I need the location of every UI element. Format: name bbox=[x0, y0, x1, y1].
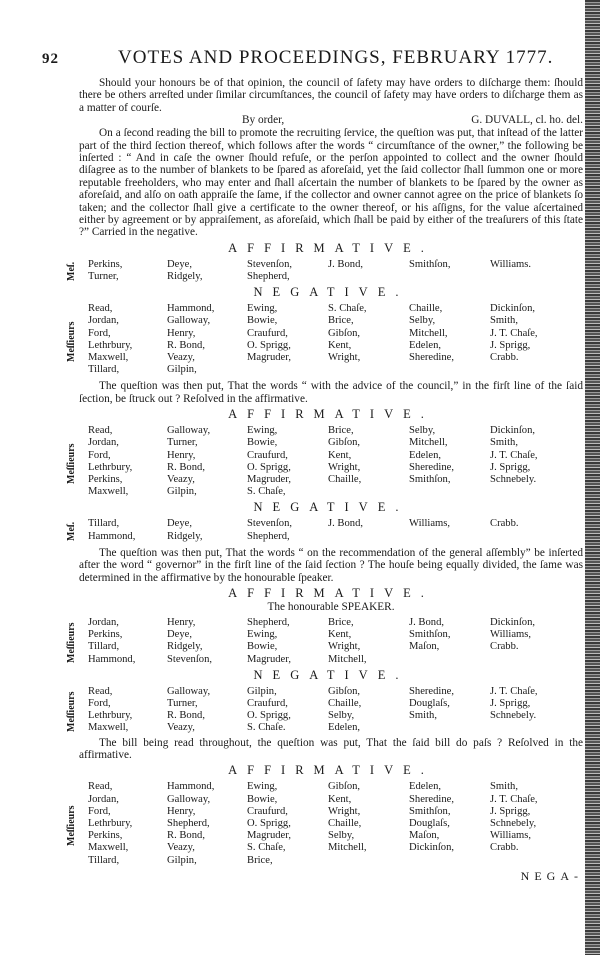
member-name: Smith, bbox=[490, 781, 518, 793]
vote-column bbox=[328, 686, 361, 735]
member-name: Craufurd, bbox=[247, 698, 288, 710]
member-name: Gibſon, bbox=[328, 437, 361, 449]
member-name: Mitchell, bbox=[328, 842, 367, 854]
member-name: Deye, bbox=[167, 518, 192, 530]
byline bbox=[79, 114, 583, 127]
member-name: Ford, bbox=[88, 698, 111, 710]
vote-heading-affirmative: AFFIRMATIVE. bbox=[228, 240, 434, 255]
member-name: Magruder, bbox=[247, 352, 291, 364]
vote-column bbox=[409, 303, 454, 364]
vote-column bbox=[490, 518, 519, 530]
member-name: Perkins, bbox=[88, 629, 123, 641]
by-order: By order, bbox=[242, 114, 285, 127]
member-name: J. Sprigg, bbox=[490, 698, 531, 710]
scan-binding-edge bbox=[585, 0, 600, 955]
member-name: Henry, bbox=[167, 449, 196, 461]
paragraph-1: Should your honours be of that opinion, the council of ſafety may have orders to diſcharge them: ſhould there be others arreſted under ſimilar circumſtances, the council of ſafety may have orders to diſcharge them as a matter of courſe. bbox=[79, 77, 583, 114]
vote-column bbox=[88, 259, 122, 283]
vote-column bbox=[490, 425, 538, 486]
vote-column bbox=[247, 617, 291, 666]
member-name: Chaille, bbox=[328, 818, 362, 830]
vote-column bbox=[490, 686, 538, 723]
member-name: Shepherd, bbox=[167, 818, 210, 830]
messieurs-label: Meſ. bbox=[66, 521, 77, 541]
vote-column bbox=[167, 259, 203, 283]
member-name: J. Sprigg, bbox=[490, 805, 531, 817]
member-name: Smith, bbox=[409, 710, 437, 722]
vote-column bbox=[490, 617, 535, 654]
member-name: Selby, bbox=[409, 315, 436, 327]
member-name: Stevenſon, bbox=[247, 518, 293, 530]
member-name: O. Sprigg, bbox=[247, 818, 291, 830]
member-name: Magruder, bbox=[247, 830, 291, 842]
member-name: Ewing, bbox=[247, 781, 278, 793]
member-name: Gilpin, bbox=[247, 685, 277, 697]
member-name: Gibſon, bbox=[328, 685, 361, 697]
member-name: J. Sprigg, bbox=[490, 461, 531, 473]
member-name: Hammond, bbox=[167, 781, 215, 793]
member-name: Tillard, bbox=[88, 364, 120, 376]
member-name: O. Sprigg, bbox=[247, 339, 291, 351]
vote-block bbox=[66, 667, 583, 735]
member-name: Maſon, bbox=[409, 830, 440, 842]
member-name: Veazy, bbox=[167, 474, 195, 486]
member-name: Mitchell, bbox=[328, 653, 367, 665]
member-name: Bowie, bbox=[247, 793, 278, 805]
member-name: Henry, bbox=[167, 617, 196, 629]
vote-column bbox=[409, 518, 450, 530]
member-name: Shepherd, bbox=[247, 530, 290, 542]
vote-column bbox=[88, 617, 135, 666]
member-name: Galloway, bbox=[167, 793, 211, 805]
member-name: Kent, bbox=[328, 449, 352, 461]
member-name: Jordan, bbox=[88, 793, 119, 805]
paragraph-4: The queſtion was then put, That the words “ on the recommendation of the general aſſembly” be inſerted after the word “ governor” in the firſt line of the ſaid ſection ? The houſe being equally divided, the ſame was determined in the affirmative by the honourable ſpeaker. bbox=[79, 546, 583, 584]
vote-column bbox=[409, 781, 454, 854]
member-name: Selby, bbox=[328, 830, 355, 842]
member-name: Wright, bbox=[328, 805, 361, 817]
member-name: S. Chaſe, bbox=[247, 486, 286, 498]
member-name: Selby, bbox=[409, 425, 436, 437]
member-name: J. Sprigg, bbox=[490, 339, 531, 351]
member-name: Read, bbox=[88, 303, 113, 315]
member-name: Smith, bbox=[490, 437, 518, 449]
member-name: Gibſon, bbox=[328, 781, 361, 793]
member-name: Jordan, bbox=[88, 617, 119, 629]
member-name: Veazy, bbox=[167, 842, 195, 854]
member-name: Magruder, bbox=[247, 653, 291, 665]
member-name: Mitchell, bbox=[409, 327, 448, 339]
member-name: Smithſon, bbox=[409, 258, 451, 270]
member-name: R. Bond, bbox=[167, 830, 205, 842]
member-name: Craufurd, bbox=[247, 327, 288, 339]
vote-column bbox=[247, 781, 291, 866]
vote-column bbox=[88, 781, 132, 866]
member-name: R. Bond, bbox=[167, 461, 205, 473]
member-name: J. T. Chaſe, bbox=[490, 327, 538, 339]
member-name: Brice, bbox=[328, 617, 354, 629]
member-name: Tillard, bbox=[88, 518, 120, 530]
member-name: Smithſon, bbox=[409, 629, 451, 641]
vote-heading-affirmative: AFFIRMATIVE. bbox=[228, 407, 434, 422]
vote-column bbox=[328, 617, 367, 666]
vote-block bbox=[66, 285, 583, 376]
vote-block bbox=[66, 500, 583, 542]
member-name: Edelen, bbox=[409, 339, 442, 351]
member-name: Veazy, bbox=[167, 722, 195, 734]
vote-column bbox=[88, 518, 135, 542]
vote-list bbox=[66, 303, 583, 376]
vote-column bbox=[167, 518, 203, 542]
member-name: Brice, bbox=[328, 315, 354, 327]
vote-list bbox=[66, 425, 583, 498]
member-name: Mitchell, bbox=[409, 437, 448, 449]
member-name: R. Bond, bbox=[167, 710, 205, 722]
member-name: Ford, bbox=[88, 449, 111, 461]
member-name: Brice, bbox=[247, 854, 273, 866]
member-name: Edelen, bbox=[409, 449, 442, 461]
vote-column bbox=[247, 518, 292, 542]
page-number: 92 bbox=[42, 51, 59, 67]
vote-column bbox=[490, 781, 538, 854]
page-header bbox=[40, 47, 585, 71]
member-name: Lethrbury, bbox=[88, 461, 133, 473]
member-name: O. Sprigg, bbox=[247, 461, 291, 473]
member-name: Crabb. bbox=[490, 641, 519, 653]
member-name: J. T. Chaſe, bbox=[490, 793, 538, 805]
member-name: Dickinſon, bbox=[490, 617, 536, 629]
member-name: Ridgely, bbox=[167, 271, 203, 283]
member-name: Perkins, bbox=[88, 474, 123, 486]
member-name: Wright, bbox=[328, 641, 361, 653]
vote-column bbox=[88, 686, 132, 735]
messieurs-label: Meſſieurs bbox=[66, 443, 77, 484]
member-name: S. Chaſe. bbox=[247, 722, 286, 734]
messieurs-label: Meſſieurs bbox=[66, 691, 77, 733]
page-title: VOTES AND PROCEEDINGS, FEBRUARY 1777. bbox=[118, 47, 554, 68]
member-name: Kent, bbox=[328, 339, 352, 351]
member-name: Turner, bbox=[88, 271, 119, 283]
paragraph-2: On a ſecond reading the bill to promote the recruiting ſervice, the queſtion was put, that inſtead of the latter part of the third ſection thereof, which follows after the words “ circumſtance of the owner,” the following be inſerted : “ And in caſe the owner ſhould refuſe, or the perſon appointed to collect and the owner ſhould diſagree as to the number of blankets to be ſpared as aforeſaid, yet the ſaid collector ſhall ſummon one or more reputable freeholders, who may enter and ſhall aſcertain the number of blankets to be ſpared by the owner as aforeſaid, and alſo on oath appraiſe the ſame, if the collector and owner cannot agree on the price of blankets ſo taken; and the collector ſhall give a certificate to the owner thereof, or his aſſigns, for the value aſcertained either by agreement or by appraiſement, as aforeſaid, which ſhall be paid by either of the treaſurers of this ſtate ?” Carried in the negative. bbox=[79, 127, 583, 239]
member-name: Turner, bbox=[167, 437, 198, 449]
member-name: Sheredine, bbox=[409, 352, 455, 364]
member-name: Sheredine, bbox=[409, 793, 455, 805]
member-name: O. Sprigg, bbox=[247, 710, 291, 722]
speaker-line: The honourable SPEAKER. bbox=[267, 601, 395, 614]
member-name: Williams, bbox=[490, 629, 532, 641]
messieurs-label: Meſſieurs bbox=[66, 622, 77, 664]
vote-column bbox=[328, 425, 361, 486]
vote-block bbox=[66, 763, 583, 866]
paragraph-3: The queſtion was then put, That the words “ with the advice of the council,” in the firſt line of the ſaid ſection, be ſtruck out ? Reſolved in the affirmative. bbox=[79, 380, 583, 405]
member-name: Selby, bbox=[328, 710, 355, 722]
vote-block bbox=[66, 586, 583, 666]
member-name: J. T. Chaſe, bbox=[490, 449, 538, 461]
vote-block bbox=[66, 240, 583, 283]
member-name: Craufurd, bbox=[247, 805, 288, 817]
vote-heading-affirmative: AFFIRMATIVE. bbox=[228, 763, 434, 778]
member-name: Ridgely, bbox=[167, 641, 203, 653]
messieurs-label: Meſſieurs bbox=[66, 321, 77, 362]
member-name: Hammond, bbox=[88, 530, 136, 542]
member-name: Wright, bbox=[328, 352, 361, 364]
member-name: Ridgely, bbox=[167, 530, 203, 542]
member-name: Turner, bbox=[167, 698, 198, 710]
member-name: Jordan, bbox=[88, 315, 119, 327]
messieurs-label: Meſ. bbox=[66, 261, 77, 282]
member-name: Sheredine, bbox=[409, 461, 455, 473]
member-name: Kent, bbox=[328, 629, 352, 641]
member-name: Read, bbox=[88, 685, 113, 697]
member-name: Gilpin, bbox=[167, 854, 197, 866]
member-name: Wright, bbox=[328, 461, 361, 473]
member-name: Maxwell, bbox=[88, 352, 129, 364]
member-name: Douglaſs, bbox=[409, 818, 450, 830]
member-name: Henry, bbox=[167, 327, 196, 339]
member-name: Douglaſs, bbox=[409, 698, 450, 710]
member-name: Crabb. bbox=[490, 518, 519, 530]
member-name: Gilpin, bbox=[167, 364, 197, 376]
messieurs-label: Meſſieurs bbox=[66, 805, 77, 847]
member-name: Chaille, bbox=[409, 303, 443, 315]
member-name: Schnebely, bbox=[490, 818, 537, 830]
vote-list bbox=[66, 685, 583, 735]
member-name: Galloway, bbox=[167, 685, 211, 697]
vote-list bbox=[66, 258, 583, 283]
member-name: Schnebely. bbox=[490, 474, 537, 486]
member-name: Ford, bbox=[88, 327, 111, 339]
vote-list bbox=[66, 617, 583, 666]
signature: G. DUVALL, cl. ho. del. bbox=[471, 114, 583, 127]
member-name: Lethrbury, bbox=[88, 818, 133, 830]
member-name: Hammond, bbox=[88, 653, 136, 665]
member-name: Stevenſon, bbox=[167, 653, 213, 665]
member-name: Hammond, bbox=[167, 303, 215, 315]
member-name: J. Bond, bbox=[328, 258, 364, 270]
vote-heading-negative: NEGATIVE. bbox=[253, 500, 409, 515]
member-name: Schnebely. bbox=[490, 710, 537, 722]
member-name: Galloway, bbox=[167, 315, 211, 327]
vote-list bbox=[66, 518, 583, 542]
member-name: Jordan, bbox=[88, 437, 119, 449]
member-name: Shepherd, bbox=[247, 271, 290, 283]
member-name: Lethrbury, bbox=[88, 339, 133, 351]
member-name: Shepherd, bbox=[247, 617, 290, 629]
member-name: Brice, bbox=[328, 425, 354, 437]
vote-column bbox=[167, 686, 210, 735]
member-name: Chaille, bbox=[328, 474, 362, 486]
member-name: Williams. bbox=[490, 258, 532, 270]
vote-column bbox=[247, 425, 291, 498]
vote-column bbox=[88, 303, 132, 376]
member-name: Dickinſon, bbox=[409, 842, 455, 854]
member-name: Maxwell, bbox=[88, 486, 129, 498]
member-name: Maxwell, bbox=[88, 842, 129, 854]
member-name: Crabb. bbox=[490, 842, 519, 854]
vote-column bbox=[247, 686, 291, 735]
member-name: Tillard, bbox=[88, 854, 120, 866]
vote-column bbox=[328, 303, 367, 364]
member-name: Craufurd, bbox=[247, 449, 288, 461]
member-name: Edelen, bbox=[328, 722, 361, 734]
member-name: Galloway, bbox=[167, 425, 211, 437]
vote-column bbox=[167, 425, 210, 498]
member-name: Maſon, bbox=[409, 641, 440, 653]
member-name: Henry, bbox=[167, 805, 196, 817]
vote-column bbox=[409, 425, 454, 486]
vote-block bbox=[66, 407, 583, 498]
member-name: Bowie, bbox=[247, 641, 278, 653]
member-name: Bowie, bbox=[247, 437, 278, 449]
member-name: J. Bond, bbox=[328, 518, 364, 530]
member-name: Deye, bbox=[167, 629, 192, 641]
member-name: Ford, bbox=[88, 805, 111, 817]
vote-column bbox=[328, 781, 367, 854]
vote-heading-negative: NEGATIVE. bbox=[253, 667, 409, 682]
vote-column bbox=[409, 617, 451, 654]
member-name: Stevenſon, bbox=[247, 258, 293, 270]
member-name: Smithſon, bbox=[409, 474, 451, 486]
member-name: Gilpin, bbox=[167, 486, 197, 498]
member-name: J. T. Chaſe, bbox=[490, 685, 538, 697]
member-name: Sheredine, bbox=[409, 685, 455, 697]
member-name: Williams, bbox=[490, 830, 532, 842]
member-name: Veazy, bbox=[167, 352, 195, 364]
vote-heading-negative: NEGATIVE. bbox=[253, 285, 409, 300]
member-name: Kent, bbox=[328, 793, 352, 805]
vote-column bbox=[167, 781, 214, 866]
vote-heading-affirmative: AFFIRMATIVE. bbox=[228, 586, 434, 601]
catchword: NEGA- bbox=[520, 868, 583, 883]
member-name: Ewing, bbox=[247, 303, 278, 315]
member-name: Ewing, bbox=[247, 629, 278, 641]
member-name: Deye, bbox=[167, 258, 192, 270]
vote-column bbox=[247, 259, 292, 283]
member-name: Bowie, bbox=[247, 315, 278, 327]
member-name: Tillard, bbox=[88, 641, 120, 653]
member-name: Crabb. bbox=[490, 352, 519, 364]
member-name: Perkins, bbox=[88, 258, 123, 270]
member-name: Williams, bbox=[409, 518, 451, 530]
member-name: Magruder, bbox=[247, 474, 291, 486]
vote-column bbox=[247, 303, 291, 364]
vote-column bbox=[490, 303, 538, 364]
vote-column bbox=[409, 686, 454, 723]
member-name: Smithſon, bbox=[409, 805, 451, 817]
member-name: S. Chaſe, bbox=[247, 842, 286, 854]
paragraph-5: The bill being read throughout, the queſtion was put, That the ſaid bill do paſs ? Reſolved in the affirmative. bbox=[79, 736, 583, 762]
member-name: Lethrbury, bbox=[88, 710, 133, 722]
member-name: S. Chaſe, bbox=[328, 303, 367, 315]
vote-list bbox=[66, 781, 583, 866]
vote-column bbox=[490, 259, 531, 271]
vote-column bbox=[167, 617, 212, 666]
member-name: Chaille, bbox=[328, 698, 362, 710]
vote-column bbox=[328, 518, 363, 530]
member-name: Dickinſon, bbox=[490, 303, 536, 315]
member-name: Gibſon, bbox=[328, 327, 361, 339]
member-name: Read, bbox=[88, 425, 113, 437]
member-name: Dickinſon, bbox=[490, 425, 536, 437]
member-name: R. Bond, bbox=[167, 339, 205, 351]
member-name: Read, bbox=[88, 781, 113, 793]
member-name: Smith, bbox=[490, 315, 518, 327]
member-name: J. Bond, bbox=[409, 617, 445, 629]
vote-column bbox=[409, 259, 451, 271]
vote-column bbox=[88, 425, 132, 498]
member-name: Maxwell, bbox=[88, 722, 129, 734]
page-body bbox=[66, 77, 583, 884]
member-name: Edelen, bbox=[409, 781, 442, 793]
member-name: Perkins, bbox=[88, 830, 123, 842]
member-name: Ewing, bbox=[247, 425, 278, 437]
vote-column bbox=[328, 259, 363, 271]
vote-column bbox=[167, 303, 214, 376]
